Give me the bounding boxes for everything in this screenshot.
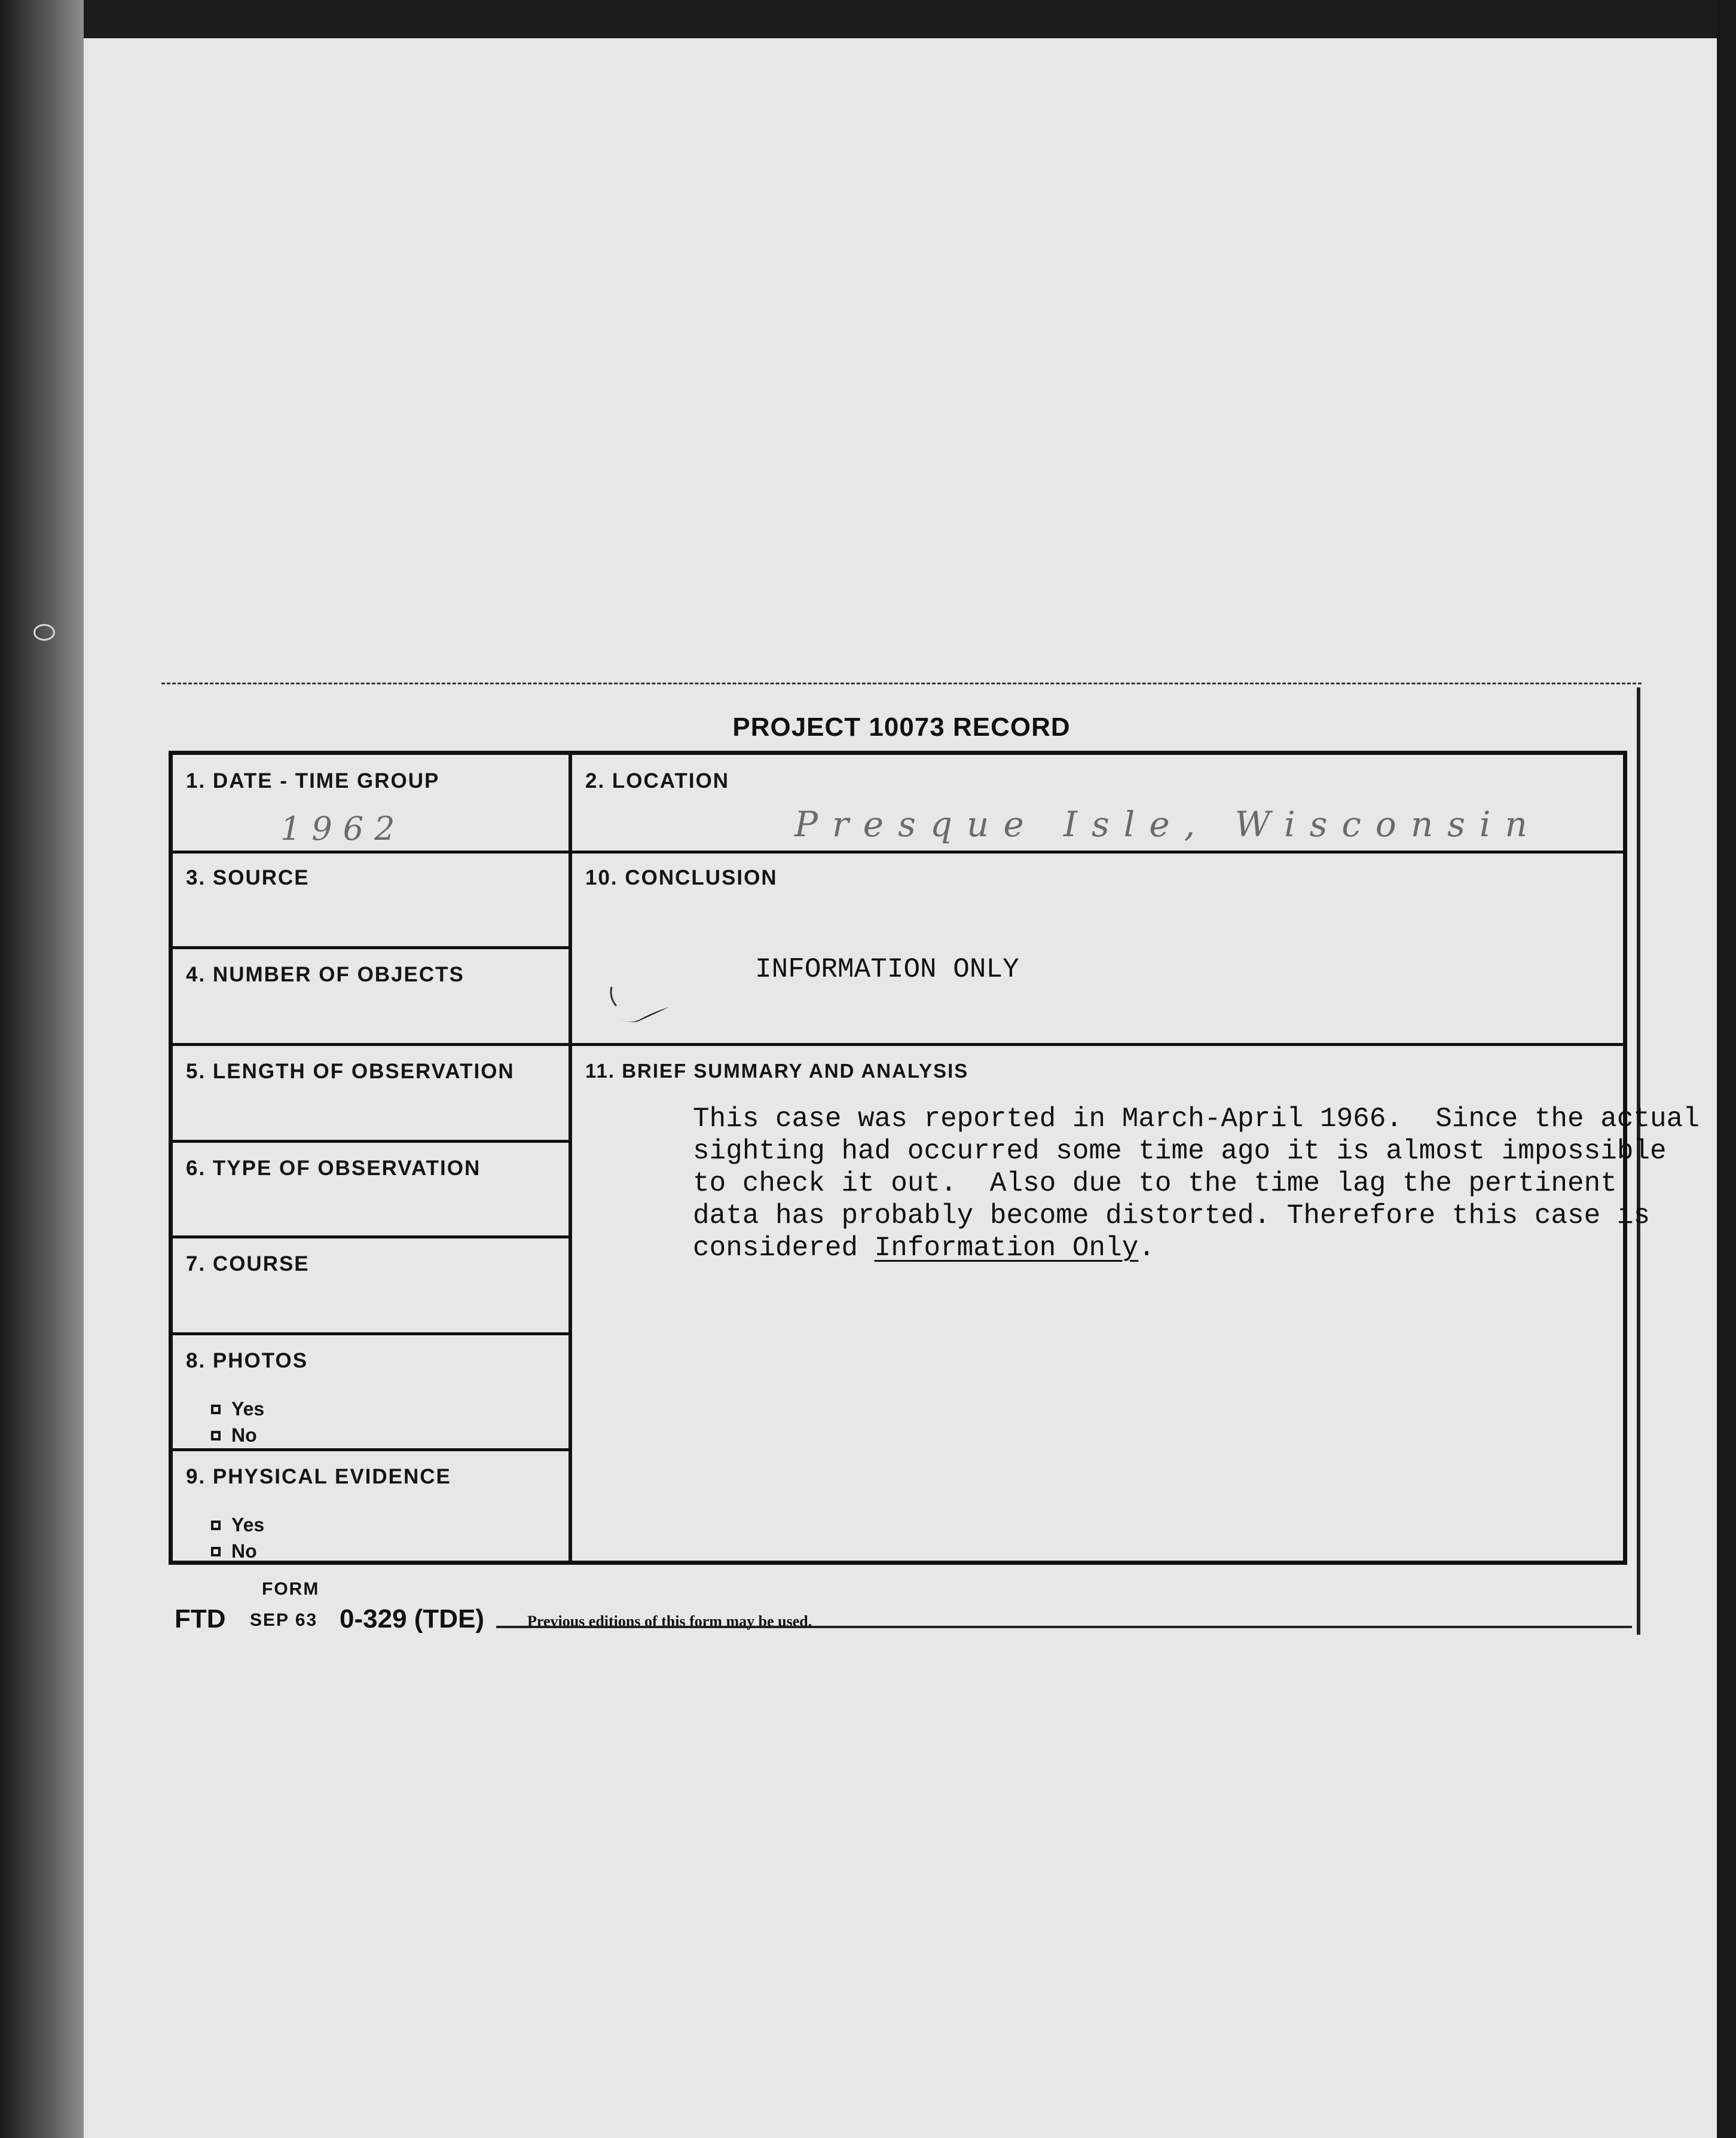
row-divider xyxy=(173,1140,571,1143)
footer-form-number: 0-329 (TDE) xyxy=(340,1604,485,1634)
physical-evidence-yes-label: Yes xyxy=(231,1514,265,1536)
scan-top-border xyxy=(0,0,1736,38)
photos-label: 8. PHOTOS xyxy=(186,1349,308,1372)
location-value: Presque Isle, Wisconsin xyxy=(794,804,1542,845)
physical-evidence-no-label: No xyxy=(231,1540,257,1562)
date-time-group-value: 1962 xyxy=(280,810,406,848)
physical-evidence-label: 9. PHYSICAL EVIDENCE xyxy=(186,1465,451,1488)
summary-label: 11. BRIEF SUMMARY AND ANALYSIS xyxy=(585,1060,969,1082)
row-divider xyxy=(173,946,571,949)
record-form xyxy=(161,683,1700,1651)
summary-last-prefix: considered xyxy=(693,1232,875,1264)
number-of-objects-label: 4. NUMBER OF OBJECTS xyxy=(186,963,464,986)
physical-evidence-yes-option[interactable] xyxy=(211,1514,264,1536)
photos-yes-label: Yes xyxy=(231,1398,265,1420)
summary-last-suffix: . xyxy=(1138,1232,1155,1264)
type-of-observation-label: 6. TYPE OF OBSERVATION xyxy=(186,1157,481,1180)
length-of-observation-label: 5. LENGTH OF OBSERVATION xyxy=(186,1060,515,1083)
summary-line xyxy=(693,1232,1700,1264)
footer-form-word: FORM xyxy=(262,1579,320,1599)
course-label: 7. COURSE xyxy=(186,1252,310,1276)
photos-yes-option[interactable] xyxy=(211,1398,264,1420)
location-label: 2. LOCATION xyxy=(585,769,730,793)
summary-line: This case was reported in March-April 1966. Since the actual xyxy=(693,1103,1700,1134)
photos-no-checkbox[interactable] xyxy=(211,1431,221,1440)
footer-rule xyxy=(496,1626,1632,1628)
summary-text xyxy=(693,1103,1700,1264)
source-label: 3. SOURCE xyxy=(186,866,310,889)
photos-no-option[interactable] xyxy=(211,1424,257,1446)
scan-right-border xyxy=(1717,0,1736,2138)
row-divider xyxy=(173,1332,571,1335)
physical-evidence-no-checkbox[interactable] xyxy=(211,1547,221,1556)
column-divider xyxy=(569,755,572,1561)
scan-left-border xyxy=(0,0,84,2138)
footer-previous-editions: Previous editions of this form may be used. xyxy=(527,1613,812,1630)
punch-hole-icon xyxy=(33,624,55,641)
checkmark-icon xyxy=(603,982,675,1030)
physical-evidence-no-option[interactable] xyxy=(211,1540,257,1562)
form-top-edge xyxy=(161,683,1642,684)
row-divider xyxy=(173,851,1624,854)
physical-evidence-yes-checkbox[interactable] xyxy=(211,1521,221,1530)
footer-date: SEP 63 xyxy=(250,1610,318,1630)
form-footer xyxy=(161,1579,1642,1639)
form-grid xyxy=(169,751,1700,1565)
photos-no-label: No xyxy=(231,1424,257,1446)
form-title: PROJECT 10073 RECORD xyxy=(732,712,1071,742)
footer-ftd: FTD xyxy=(175,1604,226,1634)
row-divider xyxy=(173,1235,571,1238)
document-page xyxy=(84,38,1717,2138)
summary-line: sighting had occurred some time ago it is almost impossible xyxy=(693,1136,1667,1167)
conclusion-label: 10. CONCLUSION xyxy=(585,866,778,889)
row-divider xyxy=(173,1448,571,1451)
summary-emphasis: Information Only xyxy=(874,1232,1139,1264)
photos-yes-checkbox[interactable] xyxy=(211,1405,221,1414)
date-time-group-label: 1. DATE - TIME GROUP xyxy=(186,769,440,793)
conclusion-value: INFORMATION ONLY xyxy=(755,954,1019,985)
summary-line: data has probably become distorted. Therefore this case is xyxy=(693,1200,1651,1231)
summary-line: to check it out. Also due to the time lag the pertinent xyxy=(693,1168,1617,1199)
row-divider xyxy=(173,1043,1624,1046)
